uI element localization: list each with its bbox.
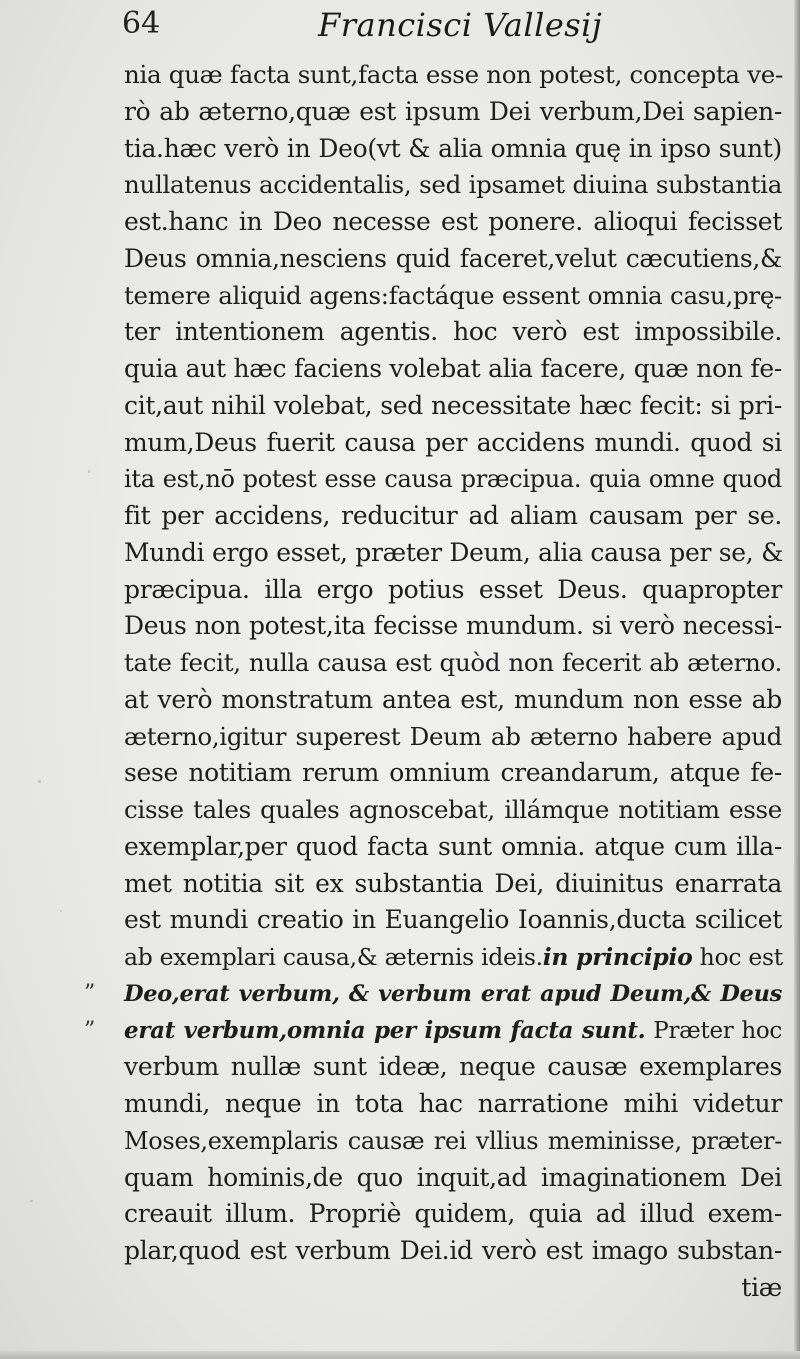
- line-text: plar,quod est verbum Dei.id verò est imago substan-: [124, 1236, 782, 1265]
- line-text: Deus non potest,ita fecisse mundum. si verò necessi-: [124, 611, 782, 641]
- line-text: exemplar,per quod facta sunt omnia. atque cum illa-: [124, 831, 782, 861]
- line-text-after: hoc est: [692, 943, 783, 971]
- line-text: ab exemplari causa,& æternis ideis.: [124, 943, 543, 971]
- text-line: [124, 829, 782, 866]
- line-text: nia quæ facta sunt,facta esse non potest, concepta ve-: [124, 60, 783, 89]
- line-text: rò ab æterno,quæ est ipsum Dei verbum,Dei sapien-: [124, 96, 782, 126]
- quotation-marker: ”: [84, 980, 95, 1006]
- line-text: fit per accidens, reducitur ad aliam causam per se.: [124, 501, 782, 530]
- italic-quotation: erat verbum,omnia per ipsum facta sunt.: [124, 1016, 646, 1044]
- line-text: nullatenus accidentalis, sed ipsamet diuina substantia: [124, 170, 782, 200]
- catchword: [124, 1270, 782, 1307]
- paper-speck: [38, 780, 41, 783]
- line-text: quam hominis,de quo inquit,ad imaginationem Dei: [124, 1162, 782, 1192]
- text-line: [124, 1123, 782, 1160]
- text-line: [124, 167, 782, 204]
- paper-speck: [60, 910, 62, 912]
- text-line: [124, 461, 782, 498]
- text-line: [124, 755, 782, 792]
- text-line: [124, 682, 782, 719]
- line-text: mum,Deus fuerit causa per accidens mundi. quod si: [124, 427, 782, 457]
- running-head: Francisci Vallesij: [318, 6, 603, 44]
- text-line: [124, 498, 782, 535]
- line-text: ter intentionem agentis. hoc verò est impossibile.: [124, 317, 782, 347]
- line-text: æterno,igitur superest Deum ab æterno habere apud: [124, 721, 782, 751]
- text-line: [124, 57, 782, 94]
- text-line: [124, 572, 782, 609]
- text-line: [124, 792, 782, 829]
- italic-quotation: Deo,erat verbum, & verbum erat apud Deum,& Deus: [124, 980, 782, 1007]
- text-line: [124, 719, 782, 756]
- line-text: cisse tales quales agnoscebat, illámque notitiam esse: [124, 795, 782, 824]
- text-line: [124, 241, 782, 278]
- line-text: cit,aut nihil volebat, sed necessitate hæc fecit: si pri-: [124, 390, 782, 420]
- line-text: Moses,exemplaris causæ rei vllius meminisse, præter-: [124, 1126, 782, 1155]
- text-line: [124, 902, 782, 939]
- body-text: [84, 57, 784, 1307]
- paper-speck: [30, 1200, 33, 1202]
- text-line: [124, 131, 782, 168]
- text-line: [124, 1196, 782, 1233]
- text-line: [124, 645, 782, 682]
- text-line: [124, 425, 782, 462]
- page-number: 64: [122, 6, 161, 41]
- line-text: est mundi creatio in Euangelio Ioannis,ducta scilicet: [124, 905, 782, 935]
- text-line: [124, 314, 782, 351]
- line-text: tate fecit, nulla causa est quòd non fecerit ab æterno.: [124, 648, 782, 677]
- quotation-marker: ”: [84, 1017, 95, 1043]
- line-text: Mundi ergo esset, præter Deum, alia causa per se, &: [124, 537, 784, 567]
- line-text-after: Præter hoc: [645, 1017, 782, 1044]
- line-text: Deus omnia,nesciens quid faceret,velut cæcutiens,&: [124, 243, 782, 273]
- text-line: [124, 939, 782, 976]
- text-line: [124, 1049, 782, 1086]
- italic-quotation: in principio: [542, 943, 693, 971]
- text-line: [124, 204, 782, 241]
- text-line: [124, 351, 782, 388]
- line-text: temere aliquid agens:factáque essent omnia casu,prę-: [124, 280, 782, 310]
- text-line: [124, 94, 782, 131]
- line-text: tia.hæc verò in Deo(vt & alia omnia quę in ipso sunt): [124, 133, 782, 163]
- line-text: mundi, neque in tota hac narratione mihi videtur: [124, 1089, 782, 1118]
- line-text: creauit illum. Propriè quidem, quia ad illud exem-: [124, 1199, 782, 1229]
- quoted-line: [84, 1013, 782, 1050]
- text-line: [124, 1233, 782, 1270]
- page-header: [0, 2, 800, 52]
- line-text: verbum nullæ sunt ideæ, neque causæ exemplares: [124, 1052, 782, 1082]
- catchword-text: tiæ: [741, 1272, 782, 1302]
- line-text: præcipua. illa ergo potius esset Deus. quapropter: [124, 574, 782, 604]
- text-line: [124, 278, 782, 315]
- line-text: ita est,nō potest esse causa præcipua. quia omne quod: [124, 465, 782, 494]
- line-text: at verò monstratum antea est, mundum non esse ab: [124, 684, 782, 714]
- text-line: [124, 1086, 782, 1123]
- line-text: est.hanc in Deo necesse est ponere. alioqui fecisset: [124, 207, 782, 236]
- page-edge-right: [794, 0, 800, 1359]
- text-line: [124, 388, 782, 425]
- line-text: met notitia sit ex substantia Dei, diuinitus enarrata: [124, 868, 782, 898]
- quoted-line: [84, 976, 782, 1013]
- line-text: sese notitiam rerum omnium creandarum, atque fe-: [124, 758, 782, 788]
- text-line: [124, 866, 782, 903]
- text-line: [124, 1160, 782, 1197]
- text-line: [124, 608, 782, 645]
- page-edge-bottom: [0, 1351, 800, 1359]
- paper-speck: [88, 470, 90, 473]
- text-line: [124, 535, 782, 572]
- line-text: quia aut hæc faciens volebat alia facere, quæ non fe-: [124, 354, 782, 383]
